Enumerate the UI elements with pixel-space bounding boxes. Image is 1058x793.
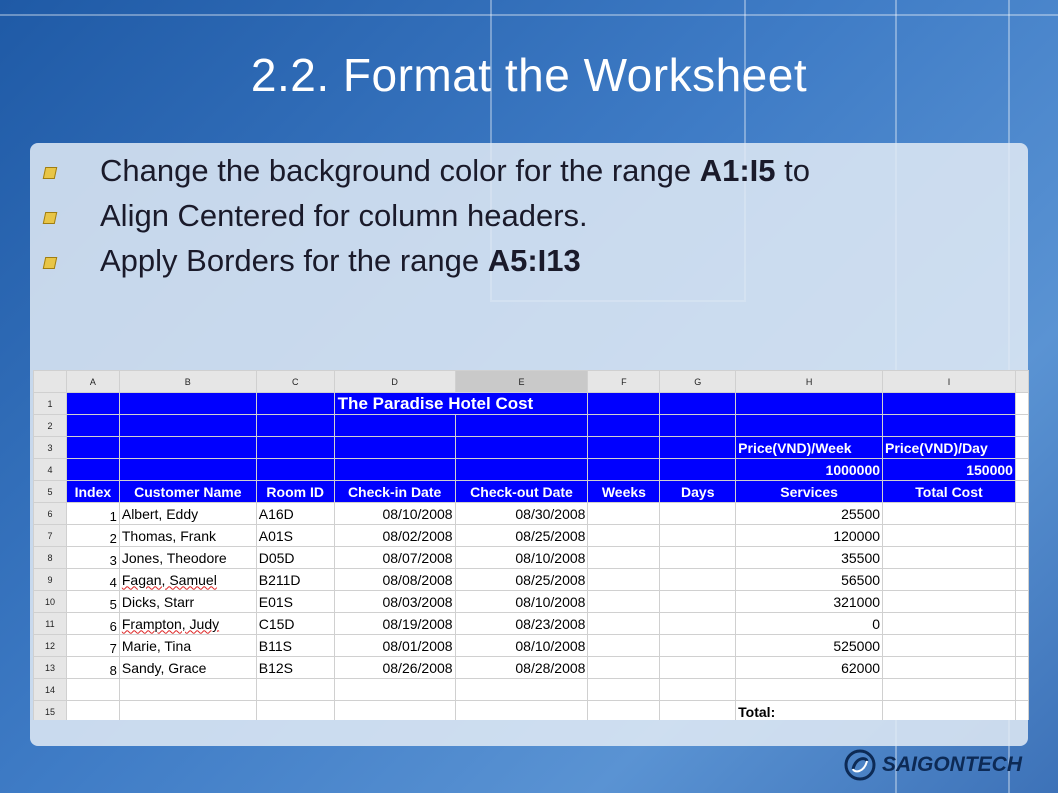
services-cell[interactable]: 0 bbox=[736, 613, 883, 635]
cell[interactable] bbox=[119, 459, 256, 481]
days-cell[interactable] bbox=[660, 591, 736, 613]
bullet-item bbox=[40, 238, 1058, 283]
room-cell[interactable]: C15D bbox=[256, 613, 334, 635]
checkout-cell[interactable]: 08/23/2008 bbox=[455, 613, 588, 635]
cell[interactable] bbox=[588, 437, 660, 459]
bullet-item bbox=[40, 193, 1058, 238]
row-header[interactable]: 15 bbox=[34, 701, 67, 721]
days-cell[interactable] bbox=[660, 503, 736, 525]
cell[interactable] bbox=[736, 679, 883, 701]
price-week-cell[interactable]: 1000000 bbox=[736, 459, 883, 481]
weeks-cell[interactable] bbox=[588, 635, 660, 657]
cell[interactable] bbox=[1015, 481, 1028, 503]
cell[interactable] bbox=[119, 679, 256, 701]
name-cell[interactable]: Sandy, Grace bbox=[119, 657, 256, 679]
total-cost-cell[interactable] bbox=[883, 547, 1016, 569]
cell[interactable] bbox=[334, 701, 455, 721]
room-cell[interactable]: B12S bbox=[256, 657, 334, 679]
cell[interactable] bbox=[736, 393, 883, 415]
index-value: 2 bbox=[109, 531, 117, 546]
column-header-h[interactable]: H bbox=[736, 371, 883, 393]
index-value: 6 bbox=[109, 619, 117, 634]
cell[interactable] bbox=[256, 393, 334, 415]
cell[interactable] bbox=[334, 459, 455, 481]
slide-title: 2.2. Format the Worksheet bbox=[250, 49, 808, 101]
cell[interactable] bbox=[66, 701, 119, 721]
index-cell[interactable] bbox=[66, 503, 119, 525]
price-week-label-cell[interactable]: Price(VND)/Week bbox=[736, 437, 883, 459]
cell[interactable] bbox=[334, 415, 455, 437]
row-header[interactable]: 3 bbox=[34, 437, 67, 459]
row-header[interactable]: 12 bbox=[34, 635, 67, 657]
cell[interactable] bbox=[1015, 393, 1028, 415]
room-cell[interactable]: B211D bbox=[256, 569, 334, 591]
cell[interactable] bbox=[660, 701, 736, 721]
spreadsheet[interactable] bbox=[33, 370, 1029, 720]
bullet-icon bbox=[43, 212, 58, 224]
cell[interactable] bbox=[1015, 525, 1028, 547]
spreadsheet-grid bbox=[33, 370, 1029, 720]
weeks-cell[interactable] bbox=[588, 569, 660, 591]
row-header[interactable]: 14 bbox=[34, 679, 67, 701]
bullet-icon bbox=[43, 167, 58, 179]
weeks-cell[interactable] bbox=[588, 657, 660, 679]
index-cell[interactable] bbox=[66, 613, 119, 635]
cell[interactable] bbox=[66, 459, 119, 481]
room-cell[interactable]: A16D bbox=[256, 503, 334, 525]
sheet-row bbox=[34, 701, 1029, 721]
total-cost-cell[interactable] bbox=[883, 591, 1016, 613]
checkin-cell[interactable]: 08/08/2008 bbox=[334, 569, 455, 591]
checkin-cell[interactable]: 08/26/2008 bbox=[334, 657, 455, 679]
cell[interactable] bbox=[660, 459, 736, 481]
cell[interactable] bbox=[1015, 415, 1028, 437]
room-cell[interactable]: E01S bbox=[256, 591, 334, 613]
services-cell[interactable]: 321000 bbox=[736, 591, 883, 613]
row-header[interactable]: 10 bbox=[34, 591, 67, 613]
cell[interactable] bbox=[1015, 701, 1028, 721]
cell[interactable] bbox=[1015, 503, 1028, 525]
index-cell[interactable] bbox=[66, 525, 119, 547]
row-header[interactable]: 1 bbox=[34, 393, 67, 415]
header-cell-index[interactable]: Index bbox=[66, 481, 119, 503]
corner-cell[interactable] bbox=[34, 371, 67, 393]
column-header-a[interactable]: A bbox=[66, 371, 119, 393]
header-cell-total-cost[interactable]: Total Cost bbox=[883, 481, 1016, 503]
sheet-row bbox=[34, 459, 1029, 481]
cell[interactable] bbox=[1015, 459, 1028, 481]
total-cost-cell[interactable] bbox=[883, 503, 1016, 525]
bullet-text: Align Centered for column headers. bbox=[100, 198, 588, 233]
bullet-list bbox=[40, 148, 1058, 283]
cell[interactable] bbox=[256, 701, 334, 721]
days-cell[interactable] bbox=[660, 547, 736, 569]
room-cell[interactable]: D05D bbox=[256, 547, 334, 569]
cell[interactable] bbox=[334, 679, 455, 701]
column-header-row bbox=[34, 371, 1029, 393]
header-cell-room-id[interactable]: Room ID bbox=[256, 481, 334, 503]
weeks-cell[interactable] bbox=[588, 591, 660, 613]
logo-mark-icon bbox=[844, 749, 876, 781]
sheet-row bbox=[34, 415, 1029, 437]
logo-text: SAIGONTECH bbox=[881, 753, 1022, 776]
checkout-cell[interactable]: 08/28/2008 bbox=[455, 657, 588, 679]
bullet-rest: to bbox=[775, 153, 811, 188]
name-cell[interactable]: Fagan, Samuel bbox=[119, 569, 256, 591]
checkout-cell[interactable]: 08/25/2008 bbox=[455, 525, 588, 547]
weeks-cell[interactable] bbox=[588, 503, 660, 525]
row-header[interactable]: 13 bbox=[34, 657, 67, 679]
header-cell-customer-name[interactable]: Customer Name bbox=[119, 481, 256, 503]
bullet-text: Apply Borders for the range bbox=[100, 243, 488, 278]
cell[interactable] bbox=[736, 415, 883, 437]
header-cell-services[interactable]: Services bbox=[736, 481, 883, 503]
checkin-cell[interactable]: 08/07/2008 bbox=[334, 547, 455, 569]
name-cell[interactable]: Albert, Eddy bbox=[119, 503, 256, 525]
cell[interactable] bbox=[1015, 613, 1028, 635]
table-row bbox=[34, 635, 1029, 657]
name-cell[interactable]: Thomas, Frank bbox=[119, 525, 256, 547]
cell[interactable] bbox=[455, 415, 588, 437]
row-header[interactable]: 5 bbox=[34, 481, 67, 503]
cell[interactable] bbox=[455, 679, 588, 701]
checkin-cell[interactable]: 08/02/2008 bbox=[334, 525, 455, 547]
services-cell[interactable]: 120000 bbox=[736, 525, 883, 547]
cell[interactable] bbox=[883, 701, 1016, 721]
checkout-cell[interactable]: 08/30/2008 bbox=[455, 503, 588, 525]
cell[interactable] bbox=[455, 459, 588, 481]
header-cell-check-out[interactable]: Check-out Date bbox=[455, 481, 588, 503]
price-day-cell[interactable]: 150000 bbox=[883, 459, 1016, 481]
cell[interactable] bbox=[883, 393, 1016, 415]
total-cost-cell[interactable] bbox=[883, 657, 1016, 679]
weeks-cell[interactable] bbox=[588, 613, 660, 635]
cell[interactable] bbox=[588, 701, 660, 721]
total-cost-cell[interactable] bbox=[883, 569, 1016, 591]
checkin-cell[interactable]: 08/19/2008 bbox=[334, 613, 455, 635]
cell[interactable] bbox=[660, 393, 736, 415]
table-row bbox=[34, 525, 1029, 547]
cell[interactable] bbox=[1015, 437, 1028, 459]
index-value: 7 bbox=[109, 641, 117, 656]
sheet-header-row bbox=[34, 481, 1029, 503]
cell[interactable] bbox=[119, 701, 256, 721]
sheet-row bbox=[34, 679, 1029, 701]
table-row bbox=[34, 657, 1029, 679]
services-cell[interactable]: 62000 bbox=[736, 657, 883, 679]
days-cell[interactable] bbox=[660, 635, 736, 657]
name-cell[interactable]: Dicks, Starr bbox=[119, 591, 256, 613]
index-cell[interactable] bbox=[66, 591, 119, 613]
index-value: 3 bbox=[109, 553, 117, 568]
cell[interactable] bbox=[66, 437, 119, 459]
total-cost-cell[interactable] bbox=[883, 635, 1016, 657]
days-cell[interactable] bbox=[660, 613, 736, 635]
cell[interactable] bbox=[256, 679, 334, 701]
cell[interactable] bbox=[1015, 547, 1028, 569]
cell[interactable] bbox=[455, 437, 588, 459]
cell[interactable] bbox=[588, 679, 660, 701]
total-cost-cell[interactable] bbox=[883, 525, 1016, 547]
column-header-j[interactable] bbox=[1015, 371, 1028, 393]
table-row bbox=[34, 591, 1029, 613]
cell[interactable] bbox=[1015, 591, 1028, 613]
room-cell[interactable]: A01S bbox=[256, 525, 334, 547]
cell[interactable] bbox=[660, 679, 736, 701]
index-value: 4 bbox=[109, 575, 117, 590]
total-label-cell[interactable]: Total: bbox=[736, 701, 883, 721]
row-header[interactable]: 7 bbox=[34, 525, 67, 547]
row-header[interactable]: 11 bbox=[34, 613, 67, 635]
cell[interactable] bbox=[1015, 569, 1028, 591]
cell[interactable] bbox=[455, 701, 588, 721]
header-cell-days[interactable]: Days bbox=[660, 481, 736, 503]
bullet-icon bbox=[43, 257, 58, 269]
cell[interactable] bbox=[883, 415, 1016, 437]
cell[interactable] bbox=[334, 437, 455, 459]
index-cell[interactable] bbox=[66, 547, 119, 569]
checkin-cell[interactable]: 08/10/2008 bbox=[334, 503, 455, 525]
sheet-row bbox=[34, 437, 1029, 459]
total-cost-cell[interactable] bbox=[883, 613, 1016, 635]
weeks-cell[interactable] bbox=[588, 547, 660, 569]
header-cell-check-in[interactable]: Check-in Date bbox=[334, 481, 455, 503]
header-cell-weeks[interactable]: Weeks bbox=[588, 481, 660, 503]
services-cell[interactable]: 25500 bbox=[736, 503, 883, 525]
index-value: 1 bbox=[109, 509, 117, 524]
services-cell[interactable]: 525000 bbox=[736, 635, 883, 657]
column-header-b[interactable]: B bbox=[119, 371, 256, 393]
column-header-c[interactable]: C bbox=[256, 371, 334, 393]
row-header[interactable]: 8 bbox=[34, 547, 67, 569]
table-row bbox=[34, 547, 1029, 569]
row-header[interactable]: 6 bbox=[34, 503, 67, 525]
services-cell[interactable]: 56500 bbox=[736, 569, 883, 591]
checkout-cell[interactable]: 08/10/2008 bbox=[455, 547, 588, 569]
checkout-cell[interactable]: 08/10/2008 bbox=[455, 591, 588, 613]
row-header[interactable]: 2 bbox=[34, 415, 67, 437]
index-value: 8 bbox=[109, 663, 117, 678]
cell[interactable] bbox=[660, 415, 736, 437]
cell[interactable] bbox=[588, 459, 660, 481]
services-cell[interactable]: 35500 bbox=[736, 547, 883, 569]
cell[interactable] bbox=[119, 393, 256, 415]
column-header-d[interactable]: D bbox=[334, 371, 455, 393]
index-value: 5 bbox=[109, 597, 117, 612]
index-cell[interactable] bbox=[66, 635, 119, 657]
sheet-row bbox=[34, 393, 1029, 415]
bg-line bbox=[0, 14, 1058, 16]
name-cell[interactable]: Marie, Tina bbox=[119, 635, 256, 657]
checkin-cell[interactable]: 08/03/2008 bbox=[334, 591, 455, 613]
column-header-g[interactable]: G bbox=[660, 371, 736, 393]
cell[interactable] bbox=[256, 415, 334, 437]
days-cell[interactable] bbox=[660, 569, 736, 591]
index-cell[interactable] bbox=[66, 569, 119, 591]
checkout-cell[interactable]: 08/25/2008 bbox=[455, 569, 588, 591]
name-cell[interactable]: Frampton, Judy bbox=[119, 613, 256, 635]
room-cell[interactable]: B11S bbox=[256, 635, 334, 657]
cell[interactable] bbox=[119, 437, 256, 459]
table-row bbox=[34, 613, 1029, 635]
checkin-cell[interactable]: 08/01/2008 bbox=[334, 635, 455, 657]
table-row bbox=[34, 503, 1029, 525]
cell[interactable] bbox=[1015, 679, 1028, 701]
cell[interactable] bbox=[256, 437, 334, 459]
row-header[interactable]: 4 bbox=[34, 459, 67, 481]
cell[interactable] bbox=[588, 415, 660, 437]
cell[interactable] bbox=[1015, 657, 1028, 679]
cell[interactable] bbox=[883, 679, 1016, 701]
bullet-text: Change the background color for the range bbox=[100, 153, 700, 188]
cell[interactable] bbox=[588, 393, 660, 415]
cell[interactable] bbox=[66, 679, 119, 701]
cell[interactable] bbox=[1015, 635, 1028, 657]
row-header[interactable]: 9 bbox=[34, 569, 67, 591]
index-cell[interactable] bbox=[66, 657, 119, 679]
weeks-cell[interactable] bbox=[588, 525, 660, 547]
sheet-title-cell[interactable]: The Paradise Hotel Cost bbox=[334, 393, 588, 415]
price-day-label-cell[interactable]: Price(VND)/Day bbox=[883, 437, 1016, 459]
column-header-i[interactable]: I bbox=[883, 371, 1016, 393]
cell[interactable] bbox=[256, 459, 334, 481]
name-cell[interactable]: Jones, Theodore bbox=[119, 547, 256, 569]
days-cell[interactable] bbox=[660, 657, 736, 679]
cell[interactable] bbox=[119, 415, 256, 437]
column-header-e[interactable]: E bbox=[455, 371, 588, 393]
bullet-item bbox=[40, 148, 1058, 193]
cell[interactable] bbox=[660, 437, 736, 459]
table-row bbox=[34, 569, 1029, 591]
bullet-bold: A1:I5 bbox=[699, 153, 776, 188]
cell[interactable] bbox=[66, 415, 119, 437]
column-header-f[interactable]: F bbox=[588, 371, 660, 393]
saigontech-logo bbox=[844, 749, 1022, 781]
bullet-bold: A5:I13 bbox=[487, 243, 581, 278]
days-cell[interactable] bbox=[660, 525, 736, 547]
cell[interactable] bbox=[66, 393, 119, 415]
checkout-cell[interactable]: 08/10/2008 bbox=[455, 635, 588, 657]
